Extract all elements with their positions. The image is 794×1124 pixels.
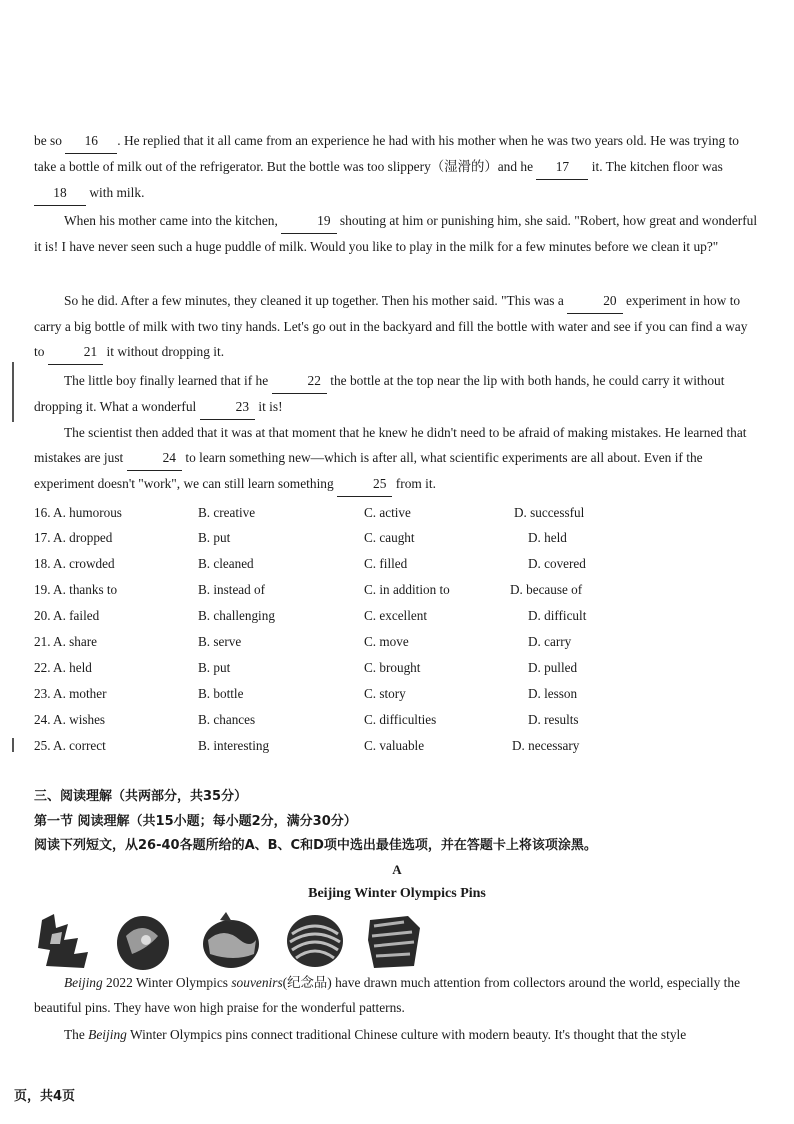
pin-image-3 [200, 910, 262, 972]
text: to learn something new—which is after all, what scientific experiments are all about. Even if the experiment doesn't "work", we can still learn something [34, 450, 703, 491]
text: The little boy finally learned that if he [64, 373, 269, 388]
option-c: C. difficulties [364, 712, 437, 727]
option-a: 21. A. share [34, 634, 97, 649]
option-a: 22. A. held [34, 660, 92, 675]
cloze-paragraph-3 [34, 288, 759, 365]
instructions: 阅读下列短文，从26-40各题所给的A、B、C和D项中选出最佳选项，并在答题卡上将该项涂黑。 [34, 838, 597, 853]
option-row-16 [34, 500, 774, 525]
option-c: C. brought [364, 660, 421, 675]
option-a: 17. A. dropped [34, 530, 113, 545]
option-row-18 [34, 551, 774, 576]
option-c: C. story [364, 686, 406, 701]
option-row-24 [34, 707, 774, 732]
blank-25: 25 [337, 471, 392, 497]
option-d: D. pulled [528, 660, 578, 675]
option-b: B. instead of [198, 582, 266, 597]
reading-paragraph-2 [34, 1022, 759, 1047]
blank-24: 24 [127, 445, 182, 471]
blank-16: 16 [65, 128, 117, 154]
option-d: D. necessary [512, 738, 580, 753]
text: When his mother came into the kitchen, [64, 213, 278, 228]
option-d: D. because of [510, 582, 583, 597]
option-d: D. results [528, 712, 579, 727]
text: it without dropping it. [106, 344, 225, 359]
option-a: 23. A. mother [34, 686, 107, 701]
option-d: D. difficult [528, 608, 587, 623]
blank-23: 23 [200, 394, 255, 420]
blank-21: 21 [48, 339, 103, 365]
option-d: D. covered [528, 556, 586, 571]
text: the bottle at the top near the lip with both hands, he could carry it without dropping it. What a wonderful [34, 373, 725, 414]
text: with milk. [89, 185, 145, 200]
text: it is! [258, 399, 283, 414]
text: The scientist then added that it was at that moment that he knew he didn't need to be afraid of making mistakes. He learned that mistakes are just [34, 425, 747, 465]
text: (纪念品) have drawn much attention from collectors around the world, especially the beautiful pins. They have won high praise for the wonderful patterns. [34, 975, 741, 1015]
option-row-21 [34, 629, 774, 654]
option-d: D. successful [514, 505, 585, 520]
option-a: 24. A. wishes [34, 712, 106, 727]
text: Beijing [64, 975, 103, 990]
blank-18: 18 [34, 180, 86, 206]
option-b: B. creative [198, 505, 256, 520]
option-b: B. put [198, 530, 231, 545]
passage-title: Beijing Winter Olympics Pins [308, 886, 486, 901]
blank-17: 17 [536, 154, 588, 180]
blank-19: 19 [281, 208, 336, 234]
text: from it. [395, 476, 436, 491]
option-a: 18. A. crowded [34, 556, 115, 571]
text: be so [34, 133, 62, 148]
option-c: C. valuable [364, 738, 425, 753]
option-b: B. interesting [198, 738, 270, 753]
text: So he did. After a few minutes, they cleaned it up together. Then his mother said. "This was a [64, 293, 564, 308]
pin-image-5 [364, 910, 426, 972]
option-d: D. held [528, 530, 567, 545]
option-d: D. lesson [528, 686, 578, 701]
part-title: 第一节 阅读理解（共15小题；每小题2分，满分30分） [34, 814, 357, 829]
option-c: C. caught [364, 530, 415, 545]
text: The [64, 1027, 89, 1042]
margin-mark [12, 738, 14, 752]
option-d: D. carry [528, 634, 572, 649]
text: Beijing [88, 1027, 127, 1042]
option-c: C. active [364, 505, 411, 520]
text: shouting at him or punishing him, she said. "Robert, how great and wonderful it is! I have never seen such a huge puddle of milk. Would you like to play in the milk for a few minutes before we clean it up?" [34, 213, 758, 254]
option-a: 20. A. failed [34, 608, 100, 623]
pin-image-1 [34, 910, 96, 972]
option-a: 19. A. thanks to [34, 582, 118, 597]
text: Winter Olympics pins connect traditional Chinese culture with modern beauty. It's thought that the style [126, 1027, 687, 1042]
option-b: B. cleaned [198, 556, 254, 571]
pin-image-2 [112, 910, 174, 972]
page-footer: 页，共4页 [14, 1089, 76, 1104]
option-row-23 [34, 681, 774, 706]
reading-paragraph-1 [34, 970, 759, 1020]
cloze-paragraph-2 [34, 208, 759, 259]
option-row-25 [34, 733, 774, 758]
option-a: 16. A. humorous [34, 505, 122, 520]
cloze-paragraph-4 [34, 368, 759, 420]
section-title: 三、阅读理解（共两部分，共35分） [34, 789, 248, 804]
option-row-20 [34, 603, 774, 628]
option-row-22 [34, 655, 774, 680]
text: . He replied that it all came from an experience he had with his mother when he was two years old. He was trying to take a bottle of milk out of the refrigerator. But the bottle was too slippery（湿滑的）and he [34, 133, 739, 174]
option-b: B. bottle [198, 686, 244, 701]
passage-letter: A [392, 862, 402, 877]
cloze-paragraph-1 [34, 128, 759, 206]
text: it. The kitchen floor was [591, 159, 723, 174]
option-c: C. excellent [364, 608, 427, 623]
option-row-19 [34, 577, 774, 602]
text: experiment in how to carry a big bottle of milk with two tiny hands. Let's go out in the backyard and fill the bottle with water and see if you can find a way to [34, 293, 748, 359]
blank-20: 20 [567, 288, 622, 314]
option-b: B. challenging [198, 608, 275, 623]
text: souvenirs [231, 975, 283, 990]
margin-mark [12, 362, 14, 422]
cloze-paragraph-5 [34, 420, 759, 497]
option-b: B. serve [198, 634, 242, 649]
option-row-17 [34, 525, 774, 550]
option-a: 25. A. correct [34, 738, 106, 753]
option-c: C. move [364, 634, 409, 649]
blank-22: 22 [272, 368, 327, 394]
option-b: B. put [198, 660, 231, 675]
text: 2022 Winter Olympics [102, 975, 232, 990]
pin-image-4 [284, 910, 346, 972]
option-c: C. filled [364, 556, 408, 571]
option-c: C. in addition to [364, 582, 450, 597]
option-b: B. chances [198, 712, 256, 727]
